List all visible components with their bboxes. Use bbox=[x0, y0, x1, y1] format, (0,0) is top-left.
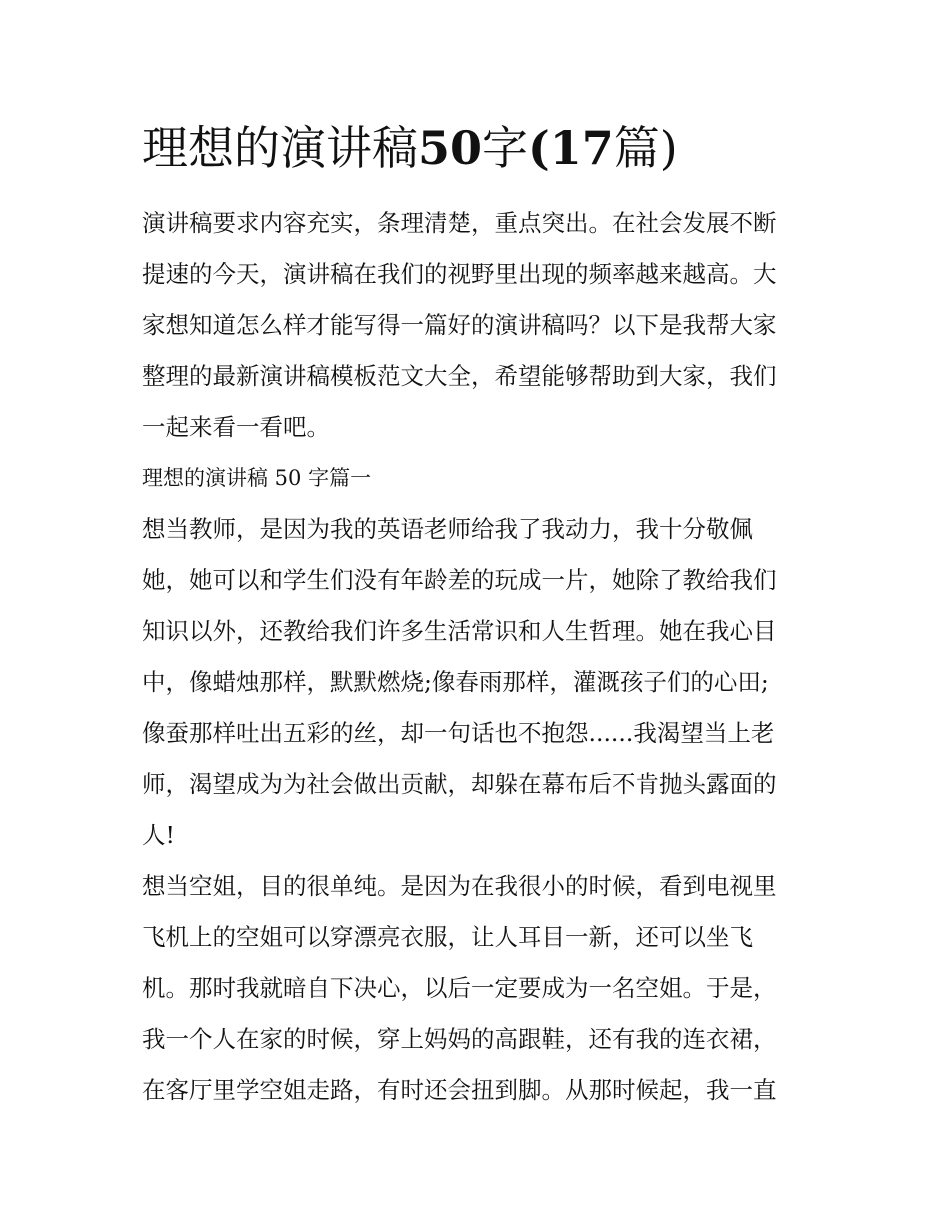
paragraph-line: 想当空姐，目的很单纯。是因为在我很小的时候，看到电视里 bbox=[142, 872, 777, 900]
intro-line: 整理的最新演讲稿模板范文大全，希望能够帮助到大家，我们 bbox=[142, 362, 777, 390]
document-page bbox=[142, 120, 812, 1116]
paragraph-line: 我一个人在家的时候，穿上妈妈的高跟鞋，还有我的连衣裙， bbox=[142, 1025, 777, 1053]
title-number-part: 50 bbox=[418, 121, 483, 175]
intro-line: 家想知道怎么样才能写得一篇好的演讲稿吗？以下是我帮大家 bbox=[142, 311, 777, 339]
title-count-part: (17 bbox=[528, 121, 614, 175]
intro-line: 一起来看一看吧。 bbox=[142, 413, 330, 441]
paragraph-line: 像蚕那样吐出五彩的丝，却一句话也不抱怨......我渴望当上老 bbox=[142, 719, 775, 747]
paragraph-line: 在客厅里学空姐走路，有时还会扭到脚。从那时候起，我一直 bbox=[142, 1076, 777, 1104]
intro-line: 演讲稿要求内容充实，条理清楚，重点突出。在社会发展不断 bbox=[142, 209, 777, 237]
paragraph-line: 机。那时我就暗自下决心，以后一定要成为一名空姐。于是， bbox=[142, 974, 777, 1002]
document-body bbox=[142, 198, 812, 1116]
title-text-part-3: 篇) bbox=[613, 121, 678, 175]
title-text-part-1: 理想的演讲稿 bbox=[142, 121, 418, 175]
paragraph-line: 想当教师，是因为我的英语老师给我了我动力，我十分敬佩 bbox=[142, 515, 753, 543]
paragraph-line: 知识以外，还教给我们许多生活常识和人生哲理。她在我心目 bbox=[142, 617, 777, 645]
paragraph-line: 她，她可以和学生们没有年龄差的玩成一片，她除了教给我们 bbox=[142, 566, 777, 594]
paragraph-line: 中，像蜡烛那样，默默燃烧;像春雨那样，灌溉孩子们的心田; bbox=[142, 668, 769, 696]
document-title bbox=[142, 120, 812, 176]
paragraph-line: 飞机上的空姐可以穿漂亮衣服，让人耳目一新，还可以坐飞 bbox=[142, 923, 753, 951]
intro-line: 提速的今天，演讲稿在我们的视野里出现的频率越来越高。大 bbox=[142, 260, 777, 288]
paragraph-flight-attendant bbox=[142, 861, 812, 1116]
paragraph-line: 人! bbox=[142, 821, 175, 849]
paragraph-teacher bbox=[142, 504, 812, 861]
intro-paragraph bbox=[142, 198, 812, 453]
paragraph-line: 师，渴望成为为社会做出贡献，却躲在幕布后不肯抛头露面的 bbox=[142, 770, 777, 798]
section-heading: 理想的演讲稿 50 字篇一 bbox=[142, 466, 372, 490]
title-text-part-2: 字 bbox=[482, 121, 529, 175]
